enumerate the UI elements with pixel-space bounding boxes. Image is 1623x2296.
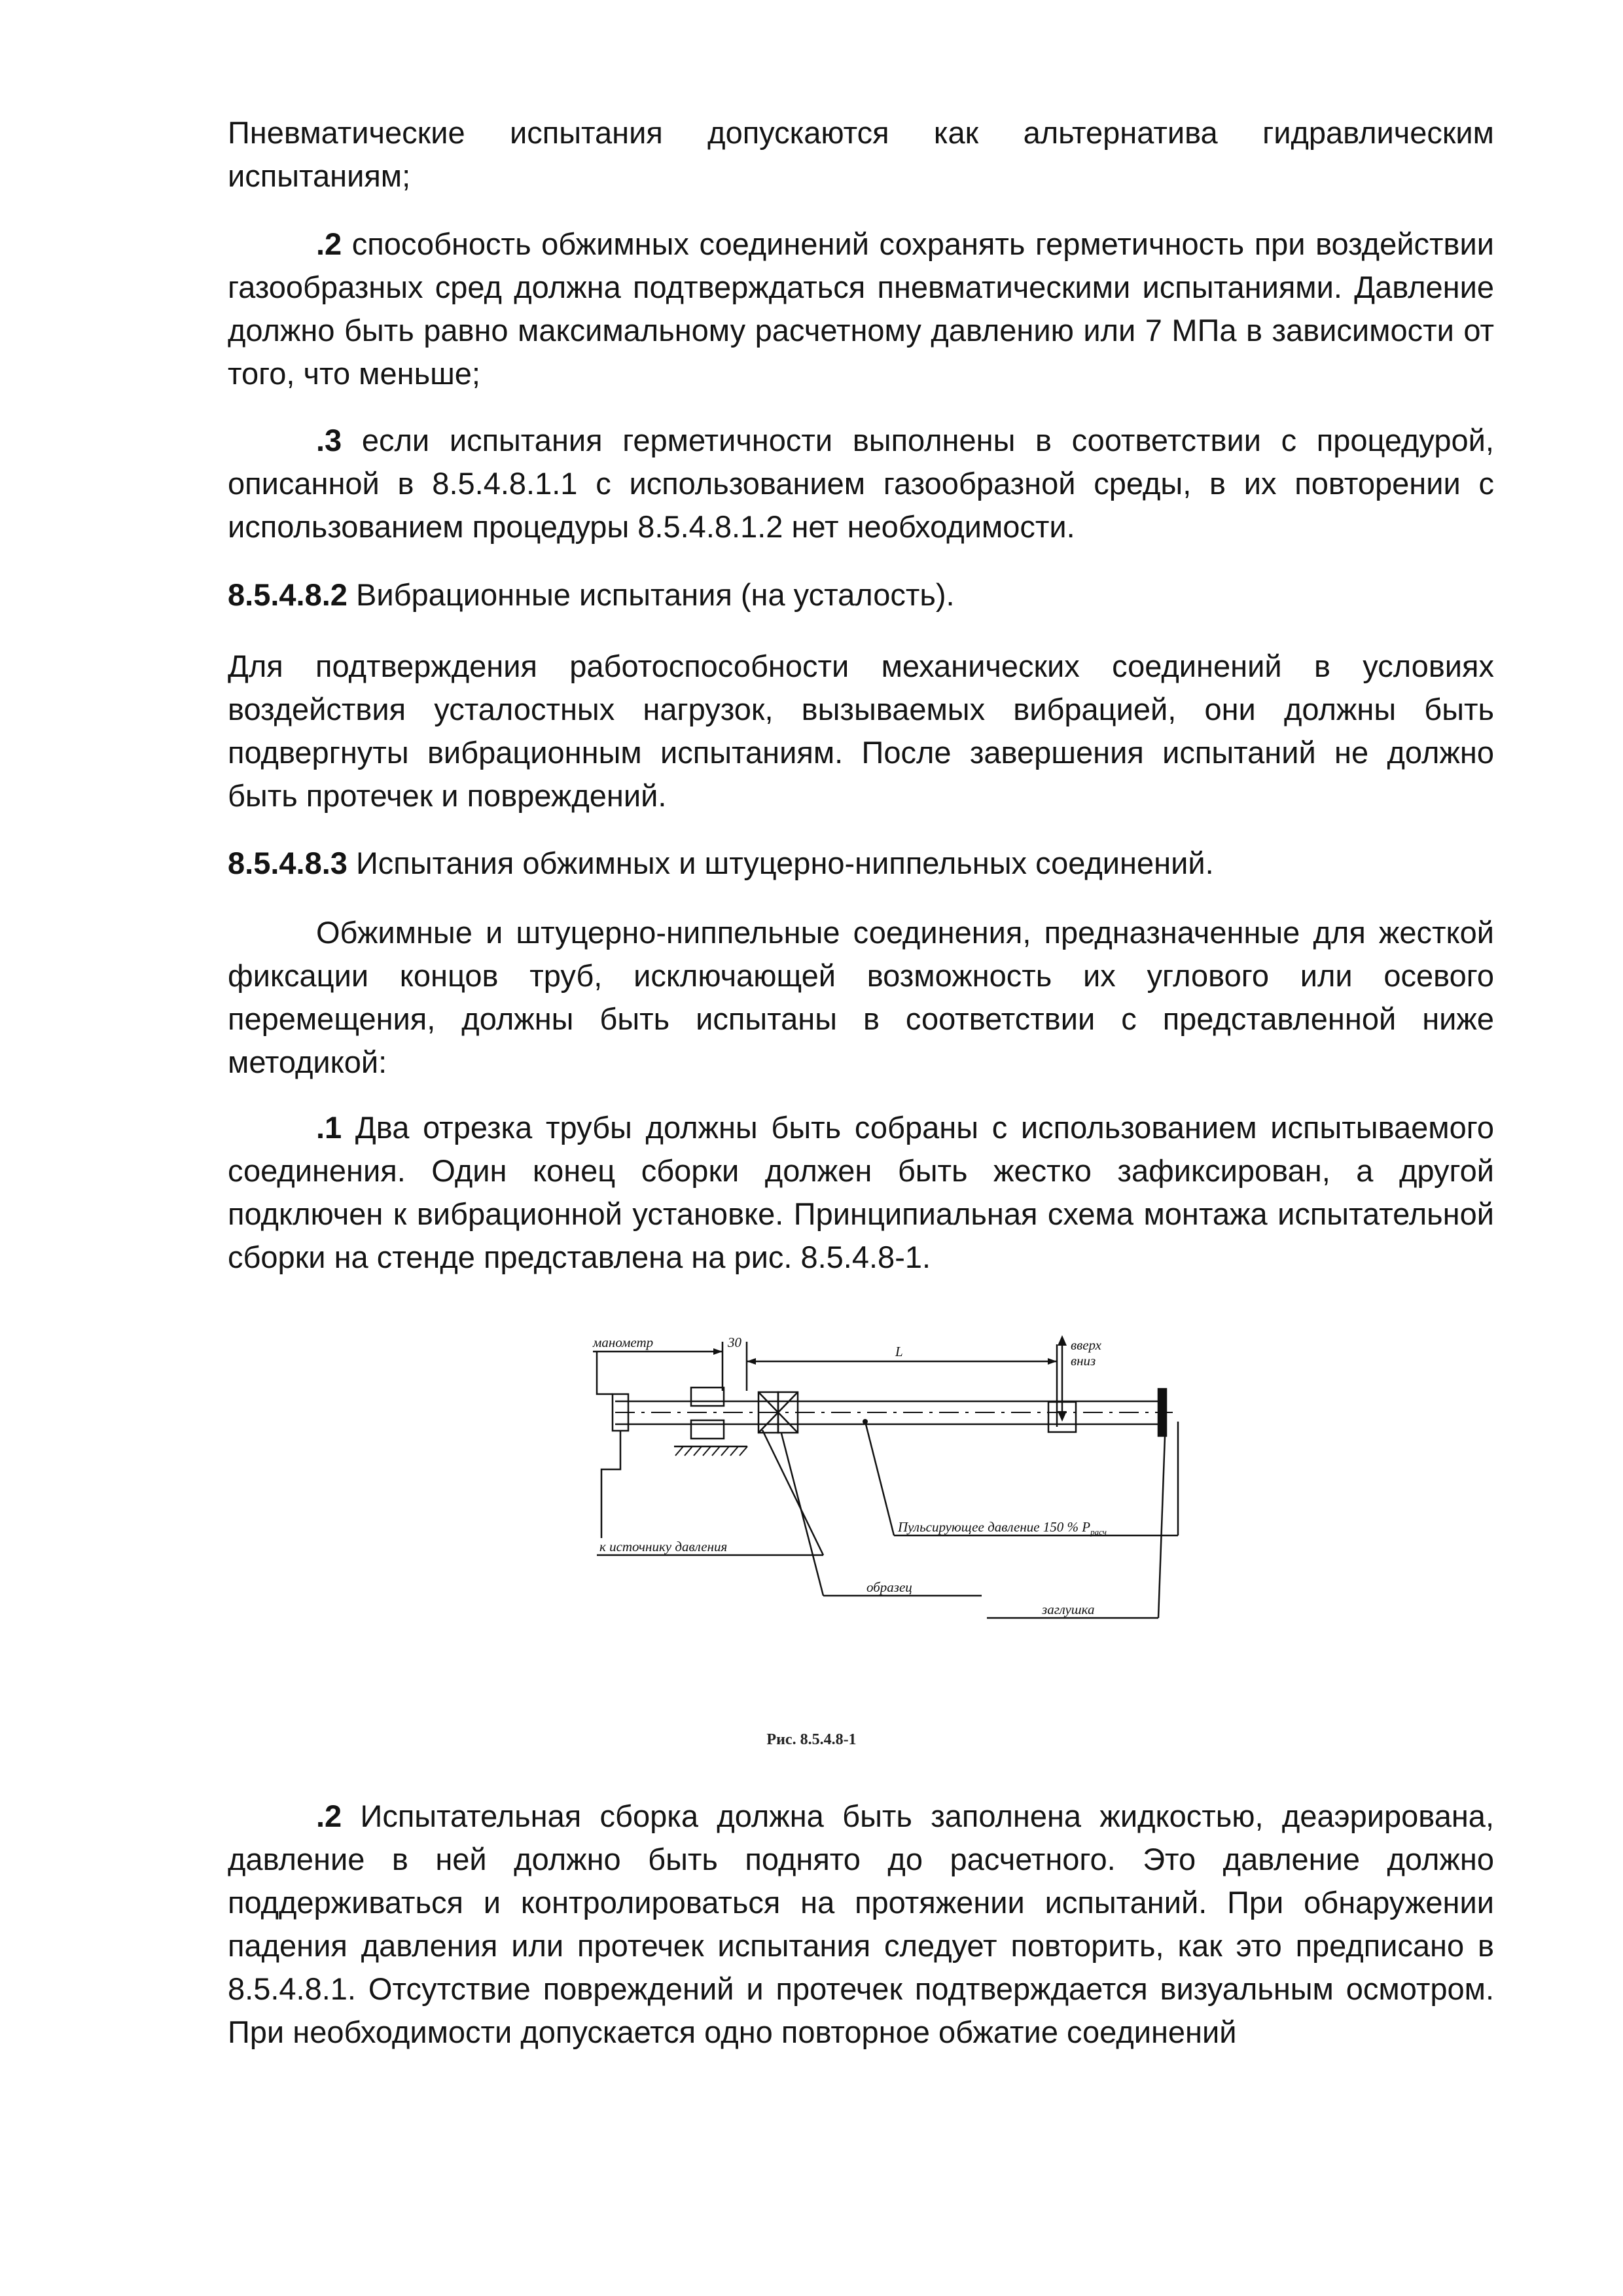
paragraph-text: Испытательная сборка должна быть заполнена жидкостью, деаэрирована, давление в ней должно быть поднято до расчетного. Это давление должно поддерживаться и контролироваться на протяжении испытаний. При обнаружении падения давления или протечек испытания следует повторить, как это предписано в 8.5.4.8.1. Отсутствие повреждений и протечек подтверждается визуальным осмотром. При необходимости допускается одно повторное обжатие соединений [228,1799,1494,2049]
paragraph-item-2-gas-tightness [228,223,1494,395]
label-dimension-L: L [895,1344,903,1359]
paragraph-text: если испытания герметичности выполнены в соответствии с процедурой, описанной в 8.5.4.8.1.1 с использованием газообразной среды, в их повторении с использованием процедуры 8.5.4.8.1.2 нет необходимости. [228,423,1494,544]
paragraph-text: Обжимные и штуцерно-ниппельные соединения, предназначенные для жесткой фиксации концов труб, исключающей возможность их углового или осевого перемещения, должны быть испытаны в соответствии с представленной ниже методикой: [228,915,1494,1079]
pressure-point-marker [863,1419,868,1424]
dimension-L-left-arrow [747,1358,756,1365]
paragraph-pneumatic-alternative [228,111,1494,198]
label-up: вверх [1071,1337,1101,1353]
pulsating-pressure-leader [865,1422,894,1535]
label-pressure-source: к источнику давления [599,1539,728,1554]
label-pulsating-subscript: расч [1090,1527,1107,1537]
label-manometer: манометр [593,1335,654,1350]
hatch-line [740,1446,747,1456]
hatch-line [694,1446,702,1456]
clamp-upper-block [691,1388,724,1406]
pressure-source-leader [762,1430,823,1555]
test-rig-diagram [576,1335,1224,1676]
item-number: .2 [316,1799,342,1833]
dimension-L-right-arrow [1048,1358,1057,1365]
section-heading-8-5-4-8-3 [228,842,1494,885]
label-pulsating-main: Пульсирующее давление 150 % P [898,1519,1091,1535]
item-number: .1 [316,1110,342,1145]
label-dimension-30: 30 [728,1335,741,1350]
label-plug: заглушка [1042,1602,1095,1617]
up-arrowhead [1058,1335,1067,1346]
paragraph-item-2-filling [228,1795,1494,2054]
paragraph-item-1-assembly [228,1106,1494,1279]
section-title: Вибрационные испытания (на усталость). [347,577,955,612]
label-pulsating-pressure [897,1519,1107,1537]
figure-caption: Рис. 8.5.4.8-1 [766,1731,857,1748]
hatch-line [712,1446,720,1456]
manometer-pointer-line [597,1352,613,1394]
paragraph-text: Для подтверждения работоспособности механических соединений в условиях воздействия усталостных нагрузок, вызываемых вибрацией, они должны быть подвергнуты вибрационным испытаниям. После завершения испытаний не должно быть протечек и повреждений. [228,649,1494,813]
hatch-line [721,1446,729,1456]
section-number: 8.5.4.8.3 [228,846,348,880]
hatch-line [675,1446,683,1456]
paragraph-text: способность обжимных соединений сохранять герметичность при воздействии газообразных сред должна подтверждаться пневматическими испытаниями. Давление должно быть равно максимальному расчетному давлению или 7 МПа в зависимости от того, что меньше; [228,226,1494,391]
clamp-lower-block [691,1420,724,1439]
pressure-source-pipe [601,1431,620,1538]
paragraph-vibration-test [228,645,1494,817]
paragraph-item-3-repeat-test [228,419,1494,548]
end-plug [1158,1389,1166,1436]
paragraph-compression-fittings [228,911,1494,1084]
plug-leader [1158,1436,1165,1618]
label-down: вниз [1071,1353,1096,1369]
section-title: Испытания обжимных и штуцерно-ниппельных соединений. [347,846,1214,880]
section-heading-8-5-4-8-2 [228,573,1494,617]
label-sample: образец [866,1579,912,1595]
hatch-line [703,1446,711,1456]
manometer-arrowhead [713,1348,722,1355]
sample-leader [781,1433,823,1596]
paragraph-text: Два отрезка трубы должны быть собраны с использованием испытываемого соединения. Один конец сборки должен быть жестко зафиксирован, а другой подключен к вибрационной установке. Принципиальная схема монтажа испытательной сборки на стенде представлена на рис. 8.5.4.8-1. [228,1110,1494,1274]
section-number: 8.5.4.8.2 [228,577,348,612]
hatch-line [730,1446,738,1456]
test-rig-svg [576,1335,1224,1676]
paragraph-text: Пневматические испытания допускаются как альтернатива гидравлическим испытаниям; [228,115,1494,193]
item-number: .3 [316,423,342,457]
item-number: .2 [316,226,342,261]
hatch-line [685,1446,692,1456]
down-arrowhead [1058,1411,1067,1422]
